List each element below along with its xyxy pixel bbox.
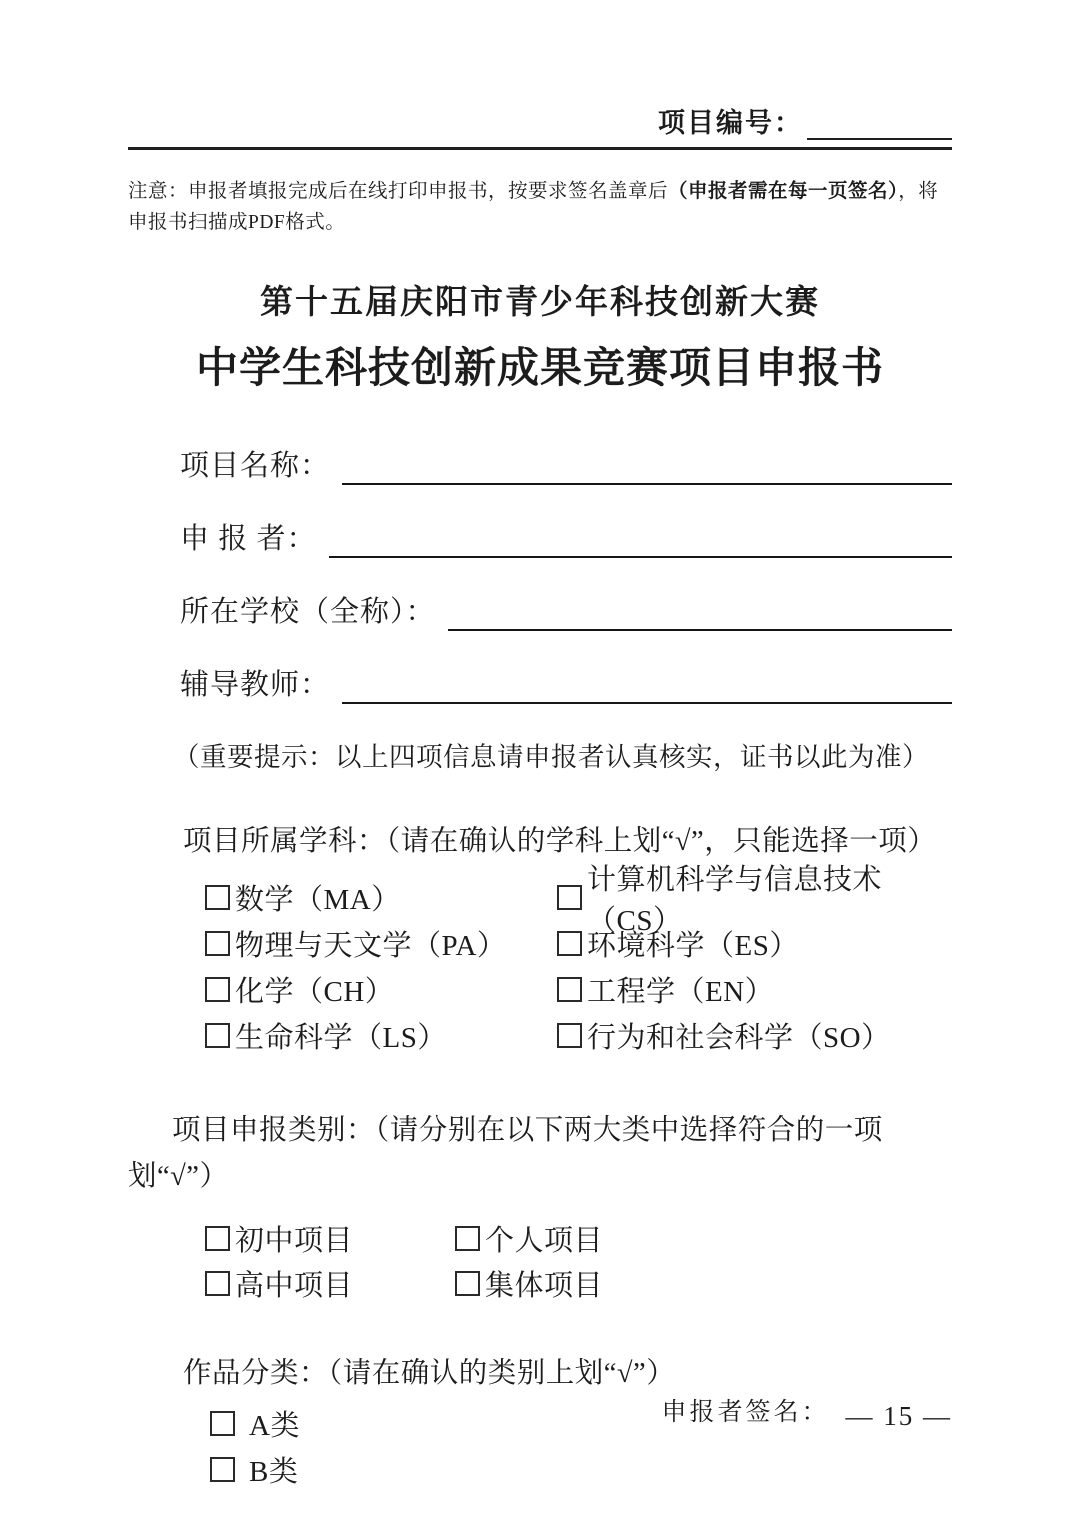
basic-info-fields [128,443,952,704]
notice-bold: （申报者需在每一页签名） [668,181,899,202]
checkbox-junior[interactable] [205,1226,230,1251]
category-option-team-label: 集体项目 [485,1269,604,1302]
subject-option-ma[interactable] [205,875,557,920]
notice-text [128,176,952,238]
project-name-label: 项目名称： [180,450,331,483]
category-option-junior-label: 初中项目 [235,1224,354,1257]
school-label: 所在学校（全称）： [180,596,436,629]
checkbox-class-b[interactable] [210,1457,235,1482]
checkbox-en[interactable] [557,977,582,1002]
checkbox-senior[interactable] [205,1271,230,1296]
class-option-b[interactable] [210,1447,952,1493]
subject-option-so-label: 行为和社会科学（SO） [587,1022,891,1055]
form-title: 中学生科技创新成果竞赛项目申报书 [195,344,884,392]
signature-label: 申报者签名： [661,1399,830,1426]
checkbox-pa[interactable] [205,931,230,956]
fields-hint: （重要提示：以上四项信息请申报者认真核实，证书以此为准） [173,742,929,773]
subject-option-ch-label: 化学（CH） [235,976,395,1009]
advisor-blank[interactable] [342,666,952,704]
applicant-label: 申 报 者： [180,523,317,556]
school-row [180,589,952,631]
advisor-label: 辅导教师： [180,669,331,702]
subject-section-heading: 项目所属学科：（请在确认的学科上划“√”，只能选择一项） [183,826,937,858]
checkbox-team[interactable] [455,1271,480,1296]
page-footer [128,1392,952,1432]
applicant-row [180,516,952,558]
subject-option-es-label: 环境科学（ES） [587,930,799,963]
subject-option-pa[interactable] [205,921,557,966]
project-name-row [180,443,952,485]
category-option-team[interactable] [455,1261,952,1306]
subject-option-en[interactable] [557,967,952,1012]
class-section-heading: 作品分类：（请在确认的类别上划“√”） [183,1357,676,1389]
checkbox-ma[interactable] [205,885,230,910]
checkbox-cs[interactable] [557,885,582,910]
subject-options-grid [205,863,952,1058]
category-option-senior[interactable] [205,1261,455,1306]
project-number-row [128,100,952,140]
applicant-blank[interactable] [329,520,952,558]
checkbox-individual[interactable] [455,1226,480,1251]
project-number-blank[interactable] [807,106,952,140]
class-option-a-label: A类 [249,1410,300,1443]
subject-option-ma-label: 数学（MA） [235,884,401,917]
checkbox-es[interactable] [557,931,582,956]
subject-option-cs-label: 计算机科学与信息技术（CS） [587,863,883,937]
contest-title: 第十五届庆阳市青少年科技创新大赛 [260,283,820,321]
category-option-senior-label: 高中项目 [235,1269,354,1302]
subject-option-ls[interactable] [205,1013,557,1058]
subject-option-pa-label: 物理与天文学（PA） [235,930,507,963]
project-number-label: 项目编号： [658,108,803,138]
category-section-heading: 项目申报类别：（请分别在以下两大类中选择符合的一项划“√”） [128,1115,883,1192]
checkbox-ls[interactable] [205,1023,230,1048]
category-option-individual[interactable] [455,1216,952,1261]
notice-suffix: ，将申报书扫描成PDF格式。 [128,181,939,234]
project-name-blank[interactable] [342,447,952,485]
class-option-b-label: B类 [249,1456,299,1489]
advisor-row [180,662,952,704]
header-divider [128,147,952,150]
school-blank[interactable] [448,593,952,631]
subject-option-cs[interactable] [557,863,952,937]
subject-option-es[interactable] [557,921,952,966]
subject-option-ls-label: 生命科学（LS） [235,1022,447,1055]
notice-prefix: 注意：申报者填报完成后在线打印申报书，按要求签名盖章后 [128,181,669,202]
page-number: — 15 — [845,1401,952,1431]
category-options-grid [205,1216,952,1306]
category-option-individual-label: 个人项目 [485,1224,604,1257]
category-option-junior[interactable] [205,1216,455,1261]
subject-option-en-label: 工程学（EN） [587,976,775,1009]
checkbox-ch[interactable] [205,977,230,1002]
checkbox-so[interactable] [557,1023,582,1048]
subject-option-so[interactable] [557,1013,952,1058]
subject-option-ch[interactable] [205,967,557,1012]
